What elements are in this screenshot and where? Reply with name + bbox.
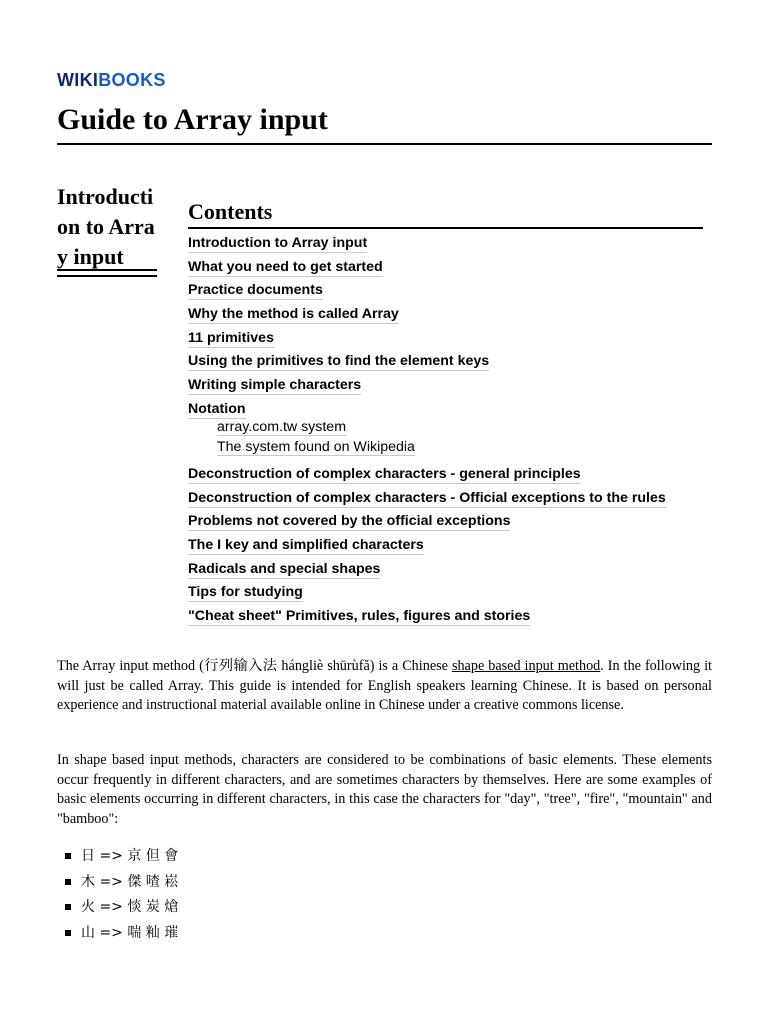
toc-link[interactable]: Tips for studying <box>188 584 303 601</box>
toc-sublink[interactable]: The system found on Wikipedia <box>217 438 415 455</box>
page-title: Guide to Array input <box>57 100 712 145</box>
sidebar-heading: Introduction to Array input <box>57 184 155 269</box>
examples-list <box>57 845 178 948</box>
toc-sublink[interactable]: array.com.tw system <box>217 418 347 435</box>
toc-link[interactable]: The I key and simplified characters <box>188 536 424 553</box>
toc-link[interactable]: Why the method is called Array <box>188 306 399 323</box>
toc-link[interactable]: 11 primitives <box>188 329 274 346</box>
shape-based-input-link[interactable]: shape based input method <box>451 658 601 674</box>
logo-wiki-part: WIKI <box>57 70 99 90</box>
intro-text: ) is a Chinese <box>369 658 452 674</box>
sidebar-divider <box>57 275 157 277</box>
toc-item[interactable] <box>188 280 748 304</box>
toc-subitem[interactable] <box>217 438 748 458</box>
chinese-name: 行列输入法 <box>203 658 278 674</box>
toc-link[interactable]: Writing simple characters <box>188 377 362 394</box>
logo-books-part: BOOKS <box>98 70 166 90</box>
toc-item[interactable] <box>188 511 748 535</box>
toc-link[interactable]: What you need to get started <box>188 258 383 275</box>
intro-text: . In the following it will just be called Array. This guide is intended for English speakers learning Chinese. It is based on personal experience and instructional material available online in Chinese under a creative commons license. <box>57 658 713 713</box>
toc-item[interactable] <box>188 582 748 606</box>
toc-subitem[interactable] <box>217 418 748 438</box>
list-item: 火 => 惔 炭 熗 <box>57 896 178 922</box>
toc-link[interactable]: Problems not covered by the official exceptions <box>188 513 511 530</box>
list-item: 山 => 喘 籼 璀 <box>57 922 178 948</box>
toc-item[interactable] <box>188 488 748 512</box>
toc-link[interactable]: "Cheat sheet" Primitives, rules, figures and stories <box>188 607 531 624</box>
toc-item[interactable] <box>188 375 748 399</box>
toc-link[interactable]: Notation <box>188 400 246 417</box>
sidebar-divider <box>57 269 157 271</box>
toc-item[interactable] <box>188 351 748 375</box>
toc-item[interactable] <box>188 304 748 328</box>
toc-link[interactable]: Radicals and special shapes <box>188 560 381 577</box>
toc-item[interactable] <box>188 257 748 281</box>
body-paragraph: In shape based input methods, characters are considered to be combinations of basic elements. These elements occur frequently in different characters, and are sometimes characters by themselves. Here are some examples of basic elements occurring in different characters, in this case the characters for "day", "tree", "fire", "mountain" and "bamboo": <box>57 752 712 827</box>
toc-link[interactable]: Practice documents <box>188 282 323 299</box>
contents-heading: Contents <box>188 198 703 229</box>
list-item: 日 => 京 但 會 <box>57 845 178 871</box>
pinyin-name: hángliè shūrùfǎ <box>277 658 370 674</box>
toc-item[interactable] <box>188 464 748 488</box>
toc-link[interactable]: Introduction to Array input <box>188 235 368 251</box>
toc-link[interactable]: Using the primitives to find the element keys <box>188 353 490 370</box>
list-item: 木 => 傑 喳 崧 <box>57 871 178 897</box>
toc-item[interactable] <box>188 535 748 559</box>
toc-item[interactable] <box>188 233 748 257</box>
table-of-contents <box>188 233 748 630</box>
intro-paragraph <box>57 657 712 716</box>
toc-link[interactable]: Deconstruction of complex characters - Official exceptions to the rules <box>188 489 666 506</box>
toc-item[interactable] <box>188 328 748 352</box>
toc-item[interactable] <box>188 559 748 583</box>
intro-text: The Array input method ( <box>57 658 204 674</box>
toc-item[interactable] <box>188 606 748 630</box>
wikibooks-logo[interactable] <box>57 70 166 90</box>
toc-item[interactable] <box>188 399 748 418</box>
toc-link[interactable]: Deconstruction of complex characters - general principles <box>188 465 581 482</box>
